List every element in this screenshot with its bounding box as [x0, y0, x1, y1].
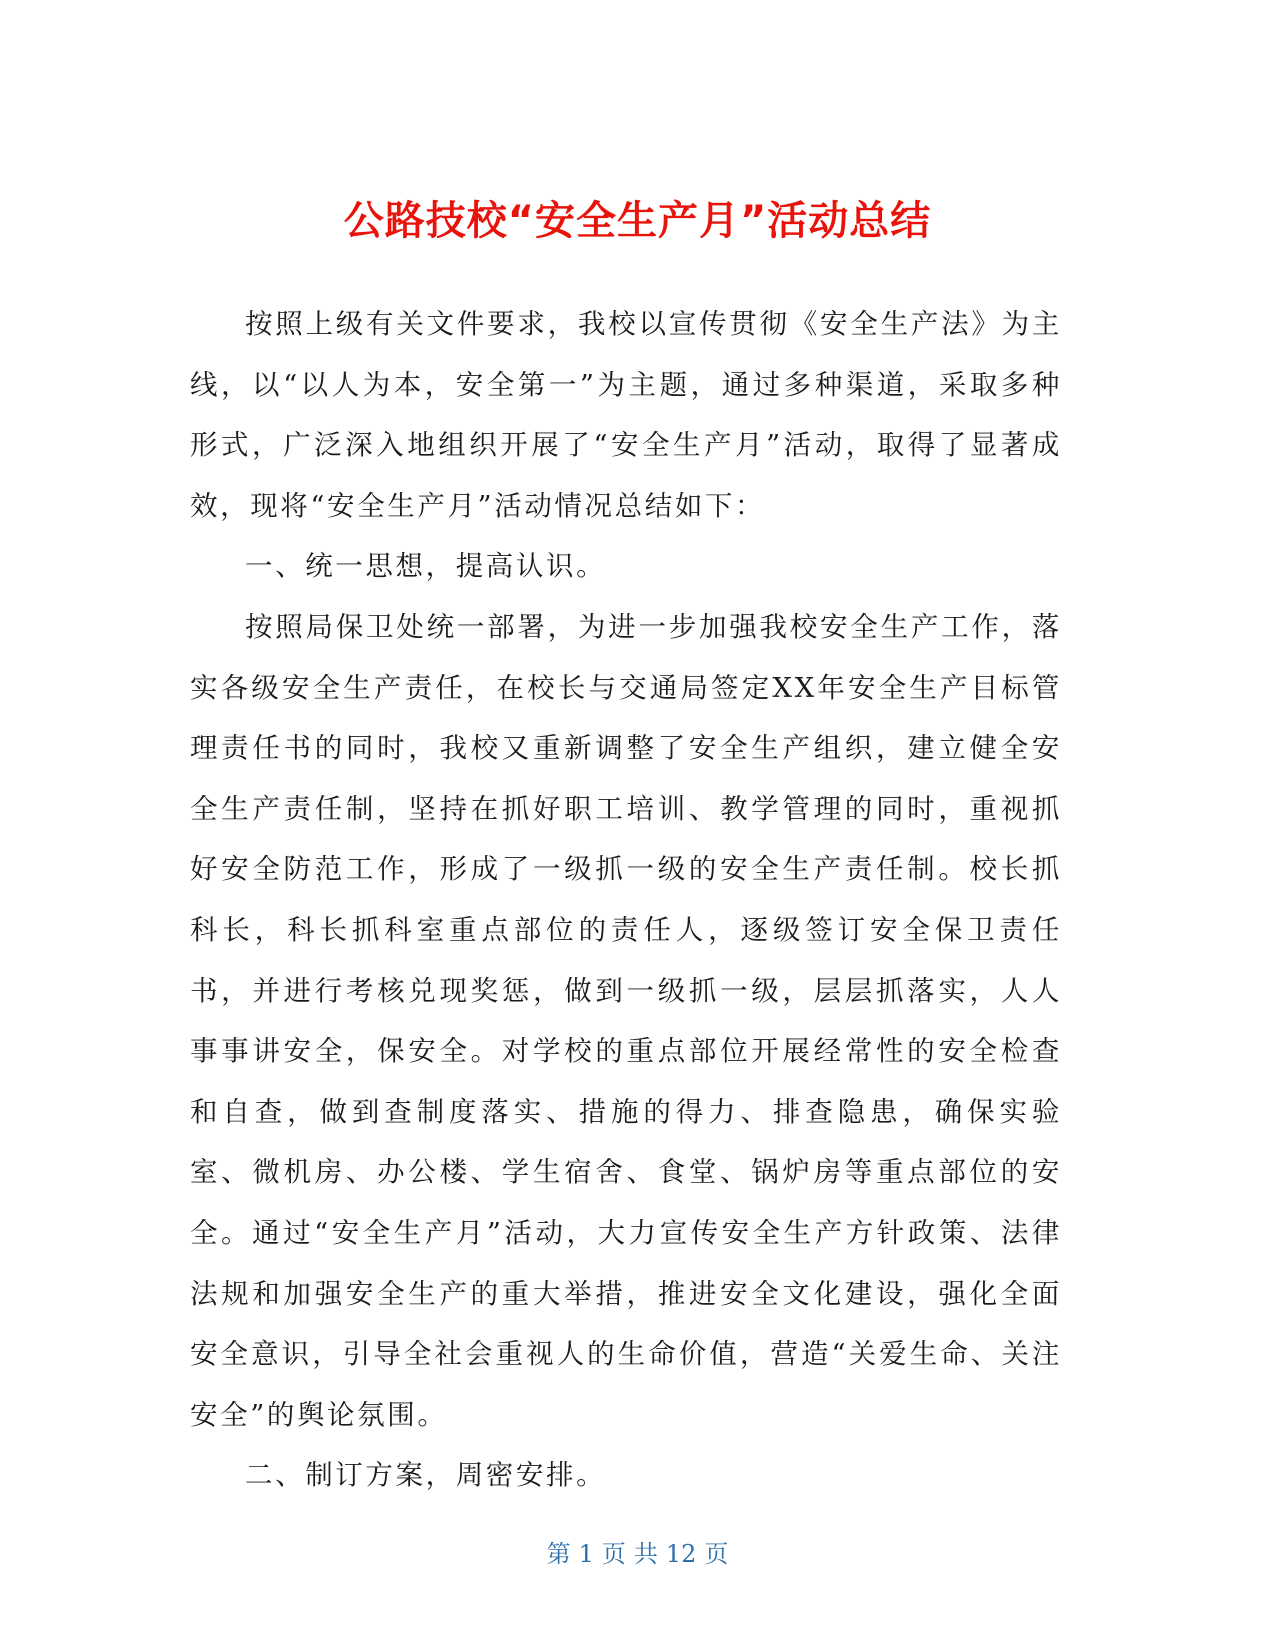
intro-paragraph: 按照上级有关文件要求，我校以宣传贯彻《安全生产法》为主线，以“以人为本，安全第一”为主题，通过多种渠道，采取多种形式，广泛深入地组织开展了“安全生产月”活动，取得了显著成效，现将“安全生产月”活动情况总结如下： [190, 308, 1062, 522]
footer-total-pages: 12 [665, 1540, 697, 1568]
document-title: 公路技校“安全生产月”活动总结 [343, 197, 932, 244]
section-heading-1: 一、统一思想，提高认识。 [245, 550, 607, 583]
document-body [190, 294, 1062, 1506]
section-heading-2: 二、制订方案，周密安排。 [245, 1459, 607, 1492]
footer-page-label: 第 [546, 1540, 571, 1568]
footer-page-word: 页 [601, 1540, 626, 1568]
footer-total-label: 共 [633, 1540, 658, 1568]
footer-total-word: 页 [704, 1540, 729, 1568]
section-1-paragraph: 按照局保卫处统一部署，为进一步加强我校安全生产工作，落实各级安全生产责任，在校长与交通局签定XX年安全生产目标管理责任书的同时，我校又重新调整了安全生产组织，建立健全安全生产责任制，坚持在抓好职工培训、教学管理的同时，重视抓好安全防范工作，形成了一级抓一级的安全生产责任制。校长抓科长，科长抓科室重点部位的责任人，逐级签订安全保卫责任书，并进行考核兑现奖惩，做到一级抓一级，层层抓落实，人人事事讲安全，保安全。对学校的重点部位开展经常性的安全检查和自查，做到查制度落实、措施的得力、排查隐患，确保实验室、微机房、办公楼、学生宿舍、食堂、锅炉房等重点部位的安全。通过“安全生产月”活动，大力宣传安全生产方针政策、法律法规和加强安全生产的重大举措，推进安全文化建设，强化全面安全意识，引导全社会重视人的生命价值，营造“关爱生命、关注安全”的舆论氛围。 [190, 610, 1062, 1431]
footer-current-page: 1 [578, 1540, 594, 1568]
page-footer [0, 1538, 1275, 1570]
